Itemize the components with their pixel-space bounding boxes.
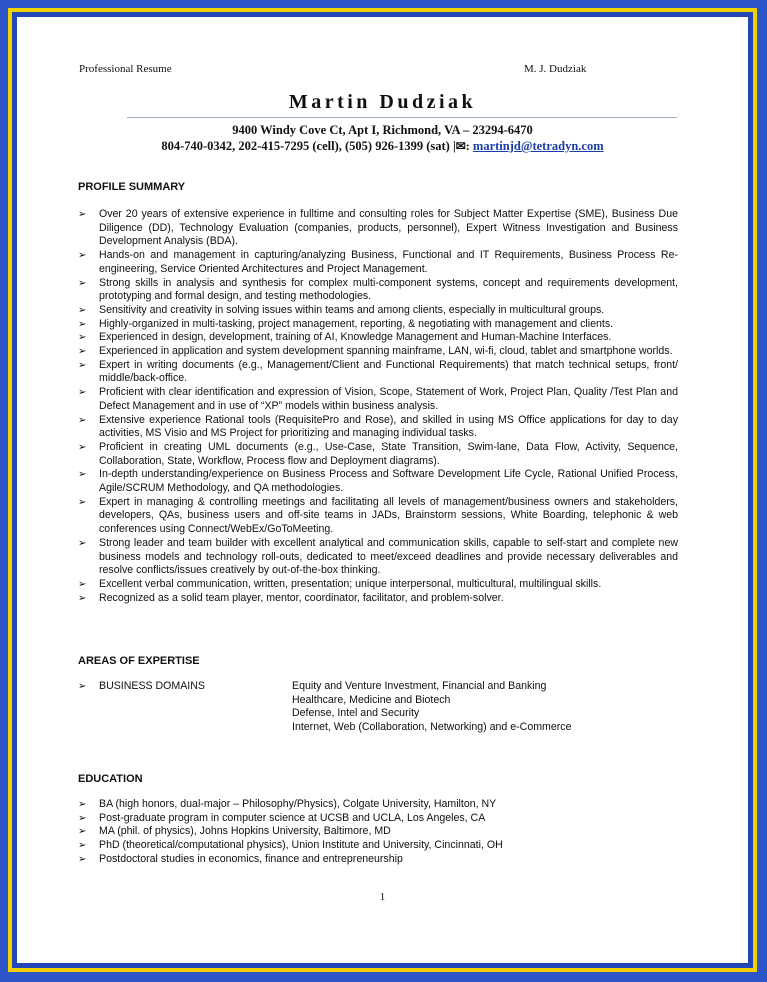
bullet-arrow-icon: ➢	[78, 853, 87, 865]
list-item	[78, 414, 678, 441]
envelope-icon: ✉:	[455, 139, 470, 153]
list-item	[78, 496, 678, 537]
bullet-arrow-icon: ➢	[78, 469, 87, 481]
expertise-heading: AREAS OF EXPERTISE	[78, 655, 200, 667]
bullet-arrow-icon: ➢	[78, 387, 87, 399]
bullet-arrow-icon: ➢	[78, 250, 87, 262]
list-item	[78, 468, 678, 495]
list-item	[78, 825, 678, 839]
list-item	[78, 318, 678, 332]
list-item-text: In-depth understanding/experience on Business Process and Software Development Life Cycle, Rational Unified Process, Agile/SCRUM Methodology, and QA methodologies.	[99, 468, 678, 495]
bullet-arrow-icon: ➢	[78, 681, 87, 692]
education-heading: EDUCATION	[78, 773, 143, 785]
list-item-text: Proficient in creating UML documents (e.g., Use-Case, State Transition, Swim-lane, Data Flow, Activity, Sequence, Collaboration, State, Workflow, Process flow and Deployment diagrams).	[99, 440, 678, 467]
list-item	[78, 578, 678, 592]
bullet-arrow-icon: ➢	[78, 304, 87, 316]
bullet-arrow-icon: ➢	[78, 537, 87, 549]
expertise-label: BUSINESS DOMAINS	[99, 680, 205, 692]
contact-line	[17, 139, 748, 154]
bullet-arrow-icon: ➢	[78, 318, 87, 330]
list-item-text: Extensive experience Rational tools (RequisitePro and Rose), and skilled in using MS Office applications for day to day activities, MS Visio and MS Project for prioritizing and managing individual tasks.	[99, 413, 678, 440]
list-item	[78, 839, 678, 853]
list-item-text: Recognized as a solid team player, mentor, coordinator, facilitator, and problem-solver.	[99, 591, 504, 604]
list-item-text: Expert in managing & controlling meetings and facilitating all levels of management/business owners and stakeholders, developers, QAs, business users and off-site teams in JADs, Brainstorm sessions, White Boarding, telephonic & web conferences using Connect/WebEx/GoToMeeting.	[99, 495, 678, 536]
list-item	[78, 359, 678, 386]
list-item-text: Sensitivity and creativity in solving issues within teams and among clients, especially in multicultural groups.	[99, 303, 605, 316]
bullet-arrow-icon: ➢	[78, 441, 87, 453]
list-item	[78, 249, 678, 276]
list-item	[78, 277, 678, 304]
list-item-text: BA (high honors, dual-major – Philosophy/Physics), Colgate University, Hamilton, NY	[99, 798, 497, 810]
list-item-text: Strong leader and team builder with excellent analytical and communication skills, capable to self-start and complete new business models and technology roll-outs, dedicated to meet/exceed deadlines and provide necessary deliverables and resolve conflicts/issues creatively by out-of-the-box thinking.	[99, 536, 678, 577]
bullet-arrow-icon: ➢	[78, 578, 87, 590]
page-number: 1	[379, 891, 386, 903]
bullet-arrow-icon: ➢	[78, 346, 87, 358]
expertise-value: Healthcare, Medicine and Biotech	[292, 693, 451, 706]
list-item-text: Postdoctoral studies in economics, finance and entrepreneurship	[99, 852, 403, 865]
list-item	[78, 853, 678, 867]
list-item-text: PhD (theoretical/computational physics), Union Institute and University, Cincinnati, OH	[99, 839, 503, 852]
profile-summary-list	[78, 208, 678, 605]
email-link[interactable]: martinjd@tetradyn.com	[472, 139, 604, 153]
bullet-arrow-icon: ➢	[78, 414, 87, 426]
list-item	[78, 208, 678, 249]
list-item-text: Excellent verbal communication, written, presentation; unique interpersonal, multicultural, multilingual skills.	[99, 577, 602, 590]
expertise-value: Internet, Web (Collaboration, Networking) and e-Commerce	[292, 721, 572, 734]
list-item-text: Experienced in application and system development spanning mainframe, LAN, wi-fi, cloud, tablet and smartphone worlds.	[99, 345, 673, 358]
header-left: Professional Resume	[79, 63, 172, 75]
list-item-text: Experienced in design, development, training of AI, Knowledge Management and Human-Machine Interfaces.	[99, 331, 612, 344]
profile-summary-heading: PROFILE SUMMARY	[78, 181, 186, 193]
list-item	[78, 537, 678, 578]
bullet-arrow-icon: ➢	[78, 826, 87, 838]
expertise-value: Equity and Venture Investment, Financial and Banking	[292, 680, 547, 692]
list-item	[78, 798, 678, 812]
list-item	[78, 386, 678, 413]
list-item-text: Expert in writing documents (e.g., Management/Client and Functional Requirements) that match technical setups, front/ middle/back-office.	[99, 358, 678, 385]
bullet-arrow-icon: ➢	[78, 496, 87, 508]
title-rule	[127, 117, 677, 118]
list-item-text: Highly-organized in multi-tasking, project management, reporting, & negotiating with management and clients.	[99, 317, 614, 330]
bullet-arrow-icon: ➢	[78, 812, 87, 824]
list-item	[78, 441, 678, 468]
list-item	[78, 812, 678, 826]
education-list	[78, 798, 678, 867]
list-item-text: Proficient with clear identification and expression of Vision, Scope, Statement of Work, Project Plan, Quality /Test Plan and Defect Management and in use of “XP” models within business analysis.	[99, 386, 678, 412]
address: 9400 Windy Cove Ct, Apt I, Richmond, VA – 23294-6470	[232, 123, 533, 137]
list-item-text: Post-graduate program in computer science at UCSB and UCLA, Los Angeles, CA	[99, 811, 486, 824]
list-item	[78, 331, 678, 345]
expertise-values	[292, 680, 571, 735]
header-right: M. J. Dudziak	[524, 63, 587, 75]
bullet-arrow-icon: ➢	[78, 332, 87, 344]
list-item	[78, 592, 678, 606]
list-item	[78, 304, 678, 318]
candidate-name: Martin Dudziak	[288, 91, 477, 113]
list-item-text: Over 20 years of extensive experience in fulltime and consulting roles for Subject Matter Expertise (SME), Business Due Diligence (DD), Technology Evaluation (companies, products, personnel), Expert Witness Investigation and Business Development Analysis (BDA).	[99, 208, 678, 248]
bullet-arrow-icon: ➢	[78, 592, 87, 604]
list-item-text: Strong skills in analysis and synthesis for complex multi-component systems, concept and requirements development, prototyping and formal design, and testing methodologies.	[99, 276, 678, 303]
expertise-value: Defense, Intel and Security	[292, 707, 420, 720]
list-item-text: MA (phil. of physics), Johns Hopkins University, Baltimore, MD	[99, 825, 391, 838]
bullet-arrow-icon: ➢	[78, 277, 87, 289]
list-item-text: Hands-on and management in capturing/analyzing Business, Functional and IT Requirements, Business Process Re-engineering, Service Oriented Architectures and Project Management.	[99, 249, 678, 275]
bullet-arrow-icon: ➢	[78, 840, 87, 852]
list-item	[78, 345, 678, 359]
resume-page	[17, 17, 748, 963]
phone-numbers: 804-740-0342, 202-415-7295 (cell), (505) 926-1399 (sat) |	[161, 139, 456, 153]
bullet-arrow-icon: ➢	[78, 359, 87, 371]
bullet-arrow-icon: ➢	[78, 209, 87, 220]
bullet-arrow-icon: ➢	[78, 799, 87, 810]
